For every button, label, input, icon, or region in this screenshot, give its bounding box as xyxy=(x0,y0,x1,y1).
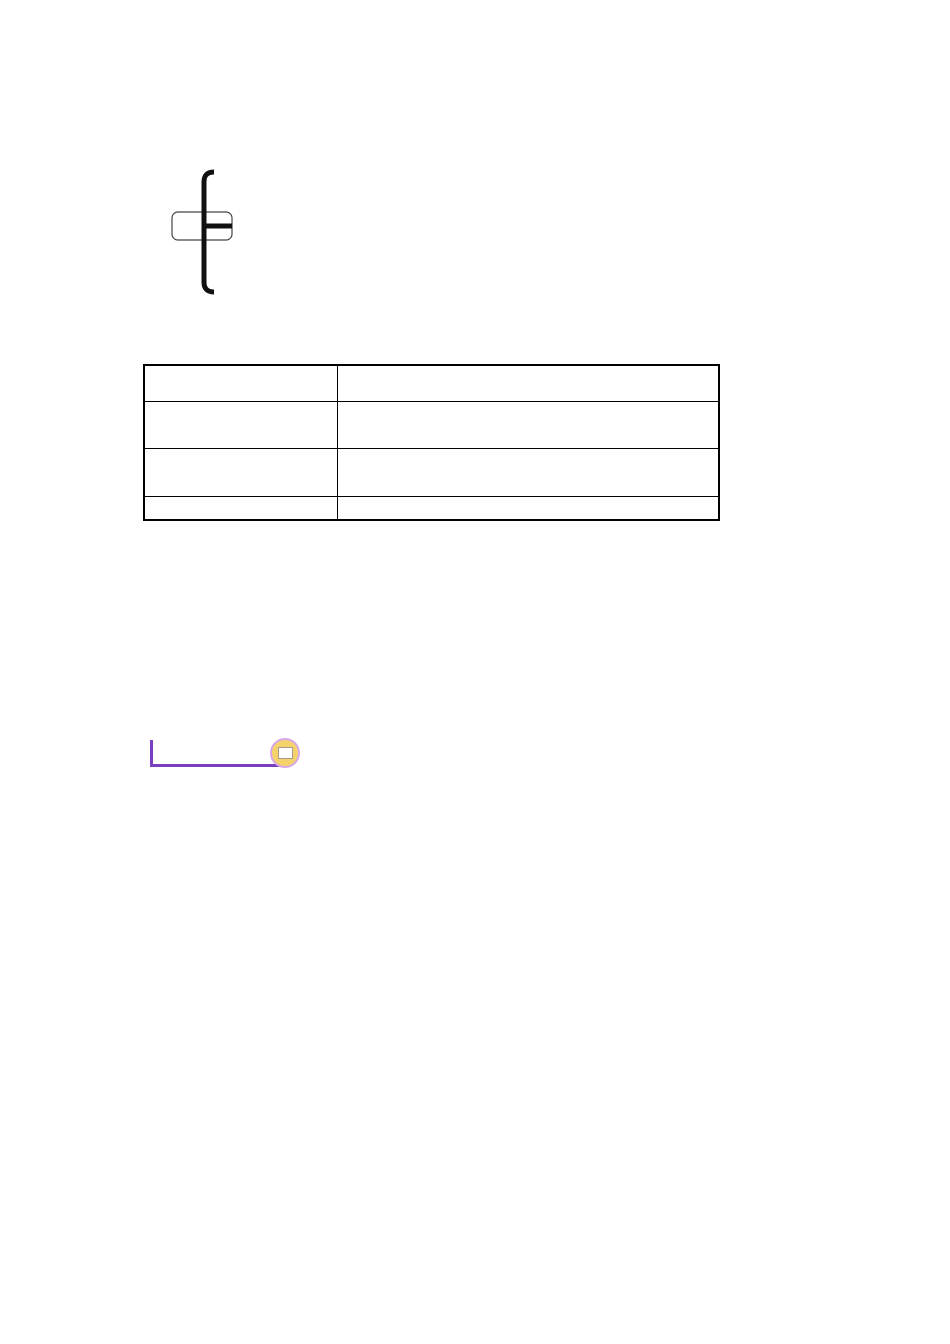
banner-underline xyxy=(150,764,290,767)
table-cell xyxy=(144,448,338,496)
table-cell xyxy=(338,496,720,520)
with-structure-diagram xyxy=(0,0,950,320)
table-cell xyxy=(144,496,338,520)
banner-bar xyxy=(150,740,153,767)
table-cell xyxy=(338,401,720,448)
table-header-usage xyxy=(338,365,720,401)
section-banner xyxy=(150,730,300,770)
table-cell xyxy=(338,448,720,496)
table-cell xyxy=(144,401,338,448)
table-header-meaning xyxy=(144,365,338,401)
book-icon xyxy=(270,738,300,768)
usage-table xyxy=(143,364,720,521)
